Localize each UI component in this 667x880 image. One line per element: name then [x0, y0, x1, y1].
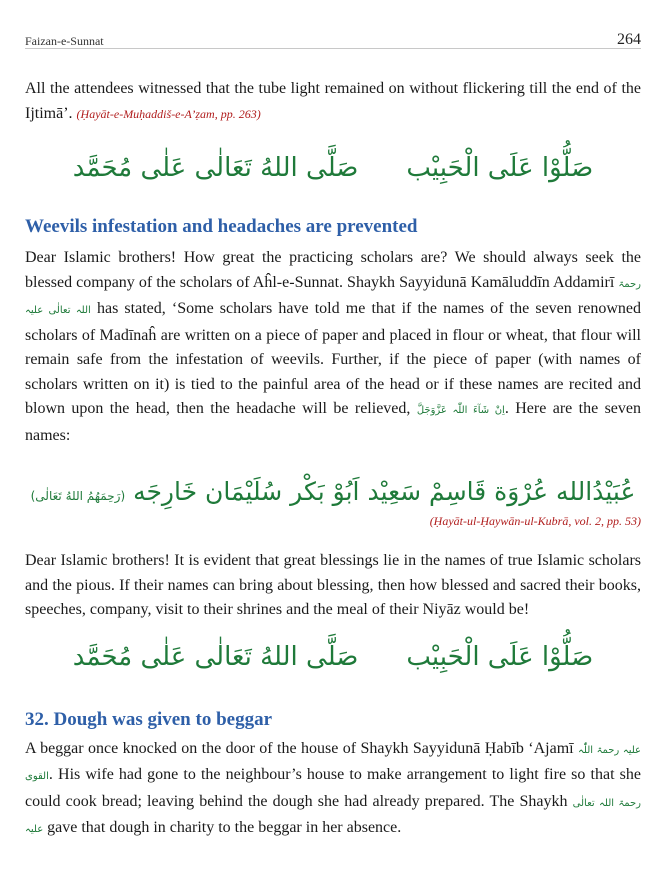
blessings-paragraph: Dear Islamic brothers! It is evident that great blessings lie in the names of true Islamic scholars and the pious. If their names can bring about blessing, then how blessed and sacred their books, speeches, company, visit to their shrines and the meal of their Niyāz would be!: [25, 552, 641, 618]
names-citation: (Ḥayāt-ul-Ḥaywān-ul-Kubrā, vol. 2, pp. 53): [429, 514, 641, 528]
durood-right-2: صَلُّوْا عَلَى الْحَبِيْب: [406, 641, 594, 672]
durood-left: صَلَّى اللهُ تَعَالٰى عَلٰى مُحَمَّد: [72, 153, 359, 183]
weevils-text-b: has stated, ‘Some scholars have told me that if the names of the seven renowned scholars of Madīnaĥ are written on a piece of paper and placed in flour or wheat, that flour will remain safe from the infestation of weevils. Further, if the piece of paper (with names of scholars written on it) is tied to the painful area of the head or if these names are recited and blown upon the head, then the headache will be relieved,: [25, 300, 641, 417]
honorific-rahmatullah-2: رحمۃ اللہ تعالٰی علیہ: [25, 797, 641, 835]
seven-names-text: عُبَيْدُالله عُرْوَة قَاسِمْ سَعِيْد اَبُوْ بَكْر سُلَيْمَان خَارِجَه: [133, 477, 636, 506]
seven-names: [25, 472, 641, 512]
seven-names-honorific: (رَحِمَهُمُ اللهُ تَعَالٰى): [30, 489, 126, 503]
honorific-inshaallah: اِنْ شَآءَ اللّٰہ عَزَّوَجَلَّ: [416, 405, 505, 416]
weevils-text-a: Dear Islamic brothers! How great the practicing scholars are? We should always seek the blessed company of the scholars of Aĥl-e-Sunnat. Shaykh Sayyidunā Kamāluddīn Addamirī: [25, 249, 641, 291]
durood-line-2: [25, 637, 641, 677]
durood-line: [25, 148, 641, 188]
running-title: Faizan-e-Sunnat: [25, 34, 104, 48]
durood-left-2: صَلَّى اللهُ تَعَالٰى عَلٰى مُحَمَّد: [72, 641, 359, 672]
honorific-alayhi: علیہ رحمۃ اللّٰہ القوی: [25, 744, 641, 782]
intro-text: All the attendees witnessed that the tube light remained on without flickering till the end of the Ijtimā’.: [25, 80, 641, 122]
page: [25, 0, 641, 843]
dough-text-c: gave that dough in charity to the beggar in her absence.: [47, 819, 402, 836]
weevils-paragraph: [25, 246, 641, 448]
intro-citation: (Ḥayāt-e-Muḥaddiš-e-A’ẓam, pp. 263): [76, 106, 261, 121]
dough-text-b: . His wife had gone to the neighbour’s house to make arrangement to light fire so that she could cook bread; leaving behind the dough she had already prepared. The Shaykh: [25, 766, 641, 810]
durood-right: صَلُّوْا عَلَى الْحَبِيْب: [406, 153, 594, 183]
honorific-rahmatullah: رحمۃ اللہ تعالٰی علیہ: [25, 278, 642, 316]
section-heading-dough: 32. Dough was given to beggar: [25, 708, 273, 730]
weevils-text-c: . Here are the seven names:: [25, 400, 642, 444]
intro-paragraph: [25, 77, 641, 126]
dough-text-a: A beggar once knocked on the door of the house of Shaykh Sayyidunā Ḥabīb ‘Ajamī: [25, 739, 574, 757]
dough-paragraph: [25, 737, 641, 843]
page-header: [25, 0, 641, 49]
page-number: 264: [617, 31, 641, 48]
section-heading-weevils: Weevils infestation and headaches are prevented: [25, 216, 418, 237]
